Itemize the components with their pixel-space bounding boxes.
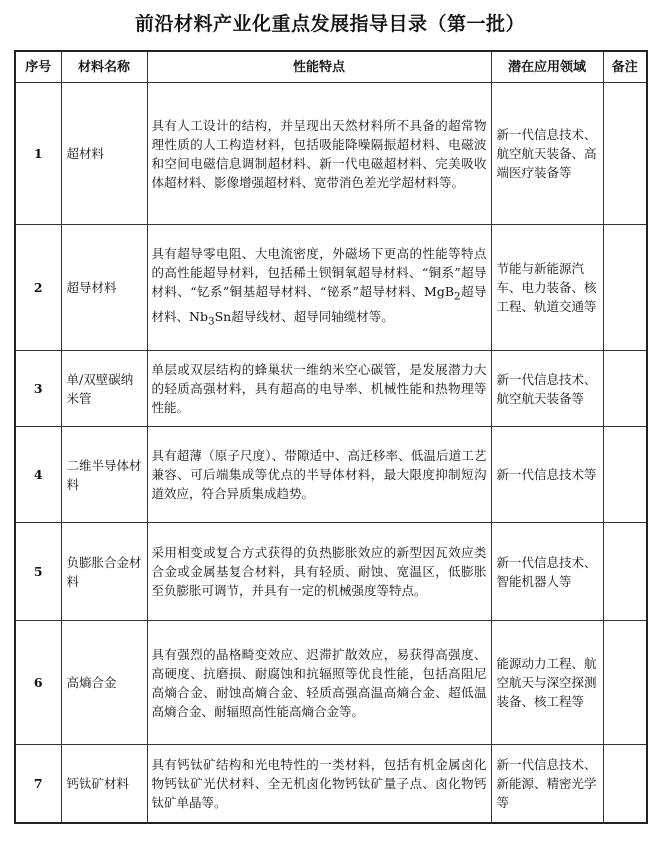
material-name: 单/双壁碳纳米管: [61, 351, 147, 427]
row-index: 3: [15, 351, 61, 427]
material-features: 采用相变或复合方式获得的负热膨胀效应的新型因瓦效应类合金或金属基复合材料，具有轻质、耐蚀、宽温区，低膨胀至负膨胀可调节，并具有一定的机械强度等特点。: [147, 523, 491, 621]
table-header-row: [15, 51, 647, 83]
material-name: 超材料: [61, 83, 147, 225]
table-row: [15, 225, 647, 351]
header-applications: 潜在应用领域: [491, 51, 603, 83]
row-index: 4: [15, 427, 61, 523]
material-note: [603, 523, 647, 621]
table-row: [15, 83, 647, 225]
material-note: [603, 225, 647, 351]
material-note: [603, 427, 647, 523]
material-name: 负膨胀合金材料: [61, 523, 147, 621]
row-index: 2: [15, 225, 61, 351]
table-row: [15, 427, 647, 523]
material-note: [603, 745, 647, 823]
material-features: 具有强烈的晶格畸变效应、迟滞扩散效应，易获得高强度、高硬度、抗磨损、耐腐蚀和抗辐照等优良性能，包括高阻尼高熵合金、耐蚀高熵合金、轻质高强高温高熵合金、超低温高熵合金、耐辐照高性能高熵合金等。: [147, 621, 491, 745]
material-features: 具有人工设计的结构，并呈现出天然材料所不具备的超常物理性质的人工构造材料，包括吸能降噪隔振超材料、电磁波和空间电磁信息调制超材料、新一代电磁超材料、完美吸收体超材料、影像增强超材料、宽带消色差光学超材料等。: [147, 83, 491, 225]
row-index: 7: [15, 745, 61, 823]
table-row: [15, 621, 647, 745]
material-applications: 能源动力工程、航空航天与深空探测装备、核工程等: [491, 621, 603, 745]
table-row: [15, 351, 647, 427]
material-applications: 新一代信息技术等: [491, 427, 603, 523]
material-applications: 新一代信息技术、智能机器人等: [491, 523, 603, 621]
material-note: [603, 83, 647, 225]
material-applications: 新一代信息技术、航空航天装备等: [491, 351, 603, 427]
material-applications: 新一代信息技术、新能源、精密光学等: [491, 745, 603, 823]
header-features: 性能特点: [147, 51, 491, 83]
material-features: 单层或双层结构的蜂巢状一维纳米空心碳管，是发展潜力大的轻质高强材料，具有超高的电导率、机械性能和热物理等性能。: [147, 351, 491, 427]
row-index: 1: [15, 83, 61, 225]
header-material-name: 材料名称: [61, 51, 147, 83]
material-applications: 节能与新能源汽车、电力装备、核工程、轨道交通等: [491, 225, 603, 351]
material-features: 具有超导零电阻、大电流密度，外磁场下更高的性能等特点的高性能超导材料，包括稀土钡铜氧超导材料、“铜系”超导材料、“钇系”铜基超导材料、“铋系”超导材料、MgB$_2$超导材料、$Nb_3Sn$超导线材、超导同轴缆材等。: [147, 225, 491, 351]
table-row: [15, 523, 647, 621]
row-index: 6: [15, 621, 61, 745]
material-features: 具有超薄（原子尺度）、带隙适中、高迁移率、低温后道工艺兼容、可后端集成等优点的半导体材料，最大限度抑制短沟道效应，符合异质集成趋势。: [147, 427, 491, 523]
material-note: [603, 351, 647, 427]
header-notes: 备注: [603, 51, 647, 83]
header-index: 序号: [15, 51, 61, 83]
page-title: 前沿材料产业化重点发展指导目录（第一批）: [134, 13, 525, 35]
table-row: [15, 745, 647, 823]
material-applications: 新一代信息技术、航空航天装备、高端医疗装备等: [491, 83, 603, 225]
material-name: 超导材料: [61, 225, 147, 351]
material-name: 二维半导体材料: [61, 427, 147, 523]
material-features: 具有钙钛矿结构和光电特性的一类材料，包括有机金属卤化物钙钛矿光伏材料、全无机卤化物钙钛矿量子点、卤化物钙钛矿单晶等。: [147, 745, 491, 823]
material-name: 高熵合金: [61, 621, 147, 745]
catalog-table: [14, 50, 648, 824]
material-name: 钙钛矿材料: [61, 745, 147, 823]
material-note: [603, 621, 647, 745]
row-index: 5: [15, 523, 61, 621]
